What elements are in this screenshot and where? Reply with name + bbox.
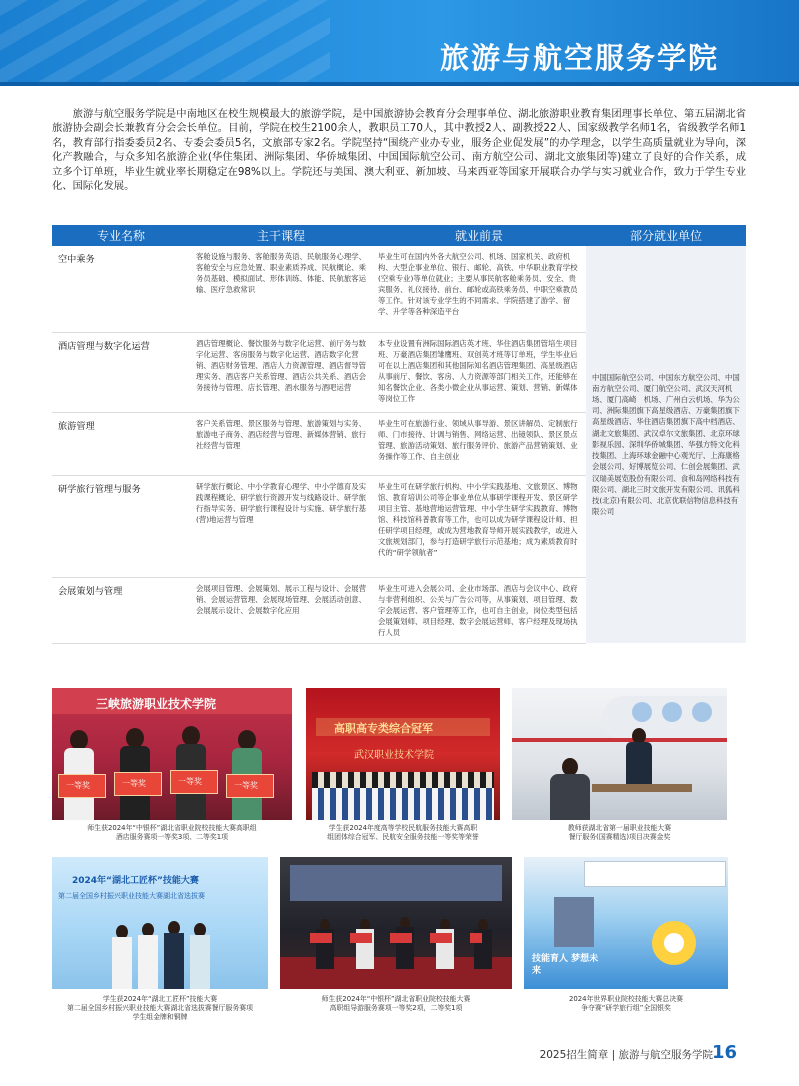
photo-banner-text: 2024年“湖北工匠杯”技能大赛 xyxy=(72,876,199,886)
major-courses: 客户关系管理、景区服务与管理、旅游策划与实务、旅游电子商务、酒店经营与管理、新媒体营销、旅行社经营与管理 xyxy=(190,412,372,475)
major-name: 酒店管理与数字化运营 xyxy=(52,332,190,412)
award-photo-4 xyxy=(52,857,268,989)
photo-caption: 教师获湖北省第一届职业技能大赛 餐厅服务(国赛精选)项目决赛金奖 xyxy=(567,824,672,841)
photo-card-3 xyxy=(512,688,727,848)
intro-paragraph: 旅游与航空服务学院是中南地区在校生规模最大的旅游学院，是中国旅游协会教育分会理事单位、湖北旅游职业教育集团理事长单位、第五届湖北省旅游协会副会长兼教育分会会长单位。目前，学院在校生2100余人，教职员工70人，其中教授2人、副教授22人、国家级教学名师1名，省级教学名师1名，教育部行指委委员2名、专委会委员5名，文旅部专家2名。学院坚持“围绕产业办专业，服务企业促发展”的办学理念，以学生高质量就业为导向，深化产教融合，与众多知名旅游企业(华住集团、洲际集团、华侨城集团、中国国际航空公司、南方航空公司、湖北文旅集团等)建立了良好的合作关系，成立多个订单班，毕业生就业率长期稳定在98%以上。学院还与美国、澳大利亚、新加坡、马来西亚等国家开展联合办学与实习就业合作，致力于学生专业化、国际化发展。 xyxy=(52,108,746,193)
award-board-label: 一等奖 xyxy=(234,781,258,790)
photo-caption: 师生获2024年“中银杯”湖北省职业院校技能大赛高职组 酒店服务赛项一等奖3项、二等奖1项 xyxy=(87,824,257,841)
award-photo-1 xyxy=(52,688,292,820)
photo-caption: 学生获2024年“湖北工匠杯”技能大赛 第二届全国乡村振兴职业技能大赛湖北省选拔赛餐厅服务赛项 学生组金牌和铜牌 xyxy=(66,995,254,1021)
award-photo-6 xyxy=(524,857,728,989)
award-board-label: 一等奖 xyxy=(178,777,202,786)
major-courses: 客舱设施与服务、客舱服务英语、民航服务心理学、客舱安全与应急处置、职业素质养成、民航概论、乘务员基础、模拟面试、形体训练、体能、民航旅客运输、医疗急救常识 xyxy=(190,246,372,332)
award-board-label: 一等奖 xyxy=(122,779,146,788)
employer-list: 中国国际航空公司、中国东方航空公司、中国南方航空公司、厦门航空公司、武汉天河机场、厦门高崎 机场、广州白云机场、华为公司、洲际集团旗下高星级酒店、万豪集团旗下高星级酒店、华住酒店集团旗下高中档酒店、湖北文旅集团、武汉卓尔文旅集团、北京环球影视乐园、深圳华侨城集团、华强方特文化科技集团、上海环球金融中心观光厅、上海康格会展公司、好博展览公司、仁创会展集团、武汉瑞美展览股份有限公司、食和岛网络科技有限公司、湖北三时文旅开发有限公司、讯狐科技(北京)有限公司、北京优联信物信息科技有限公司 xyxy=(586,246,746,643)
header-core-courses: 主干课程 xyxy=(190,225,372,246)
page-number: 16 xyxy=(711,1042,737,1063)
table-header-row xyxy=(52,225,746,246)
photo-card-5 xyxy=(280,857,512,1041)
major-name: 旅游管理 xyxy=(52,412,190,475)
award-board-label: 一等奖 xyxy=(66,781,90,790)
header-major-name: 专业名称 xyxy=(52,225,190,246)
major-courses: 研学旅行概论、中小学教育心理学、中小学德育及实践课程概论、研学旅行资源开发与线路设计、研学旅行指导实务、研学旅行课程设计与实施、研学旅行基(营)地运营与管理 xyxy=(190,475,372,577)
photo-caption: 师生获2024年“中银杯”湖北省职业院校技能大赛 高职组导游服务赛项一等奖2项，二等奖1项 xyxy=(321,995,471,1012)
major-prospects: 毕业生可在旅游行业、领域从事导游、景区讲解员、定制旅行师、门市接待、计调与销售、网络运营、出镜领队、景区景点管理、旅游活动策划、旅行服务评价、旅游产品营销策划、业务操作等工作、自主创业 xyxy=(372,412,586,475)
page-title: 旅游与航空服务学院 xyxy=(439,41,719,75)
major-prospects: 本专业设置有洲际国际酒店英才班、华住酒店集团管培生项目班、万豪酒店集团雏鹰班、双创英才班等订单班，学生毕业后可在以上酒店集团和其他国际知名酒店管理集团、高星级酒店从事前厅、餐饮、客房、人力资源等部门相关工作，还能够在知名餐饮企业、各类小微企业从事运营、策划、营销、新媒体等岗位工作 xyxy=(372,332,586,412)
photo-card-2 xyxy=(306,688,500,848)
major-name: 会展策划与管理 xyxy=(52,577,190,643)
major-courses: 会展项目管理、会展策划、展示工程与设计、会展营销、会展运营管理、会展现场管理、会展活动创意、会展展示设计、会展数字化应用 xyxy=(190,577,372,643)
major-prospects: 毕业生可进入会展公司、企业市场部、酒店与会议中心、政府与非营利组织、公关与广告公司等，从事策划、项目管理、数字会展运营、客户管理等工作，也可自主创业，岗位类型包括会展策划师、项目经理、数字会展运营师、客户经理及现场执行人员 xyxy=(372,577,586,643)
photo-card-4 xyxy=(52,857,268,1041)
photo-caption: 学生获2024年度高等学校民航服务技能大赛高职 组团体综合冠军、民航安全服务技能一等奖等荣誉 xyxy=(327,824,479,841)
header-employers: 部分就业单位 xyxy=(586,225,746,246)
photo-banner-text: 高职高专类综合冠军 xyxy=(334,722,433,735)
header-employment-prospects: 就业前景 xyxy=(372,225,586,246)
photo-slogan: 技能育人 梦想未来 xyxy=(532,954,599,976)
award-photo-5 xyxy=(280,857,512,989)
photo-school-text: 武汉职业技术学院 xyxy=(354,750,434,761)
photo-card-6 xyxy=(524,857,728,1041)
banner-school-name: 三峡旅游职业技术学院 xyxy=(96,697,217,711)
majors-table xyxy=(52,225,746,644)
major-prospects: 毕业生可在国内外各大航空公司、机场、国家机关、政府机构、大型企事业单位、银行、邮轮、高铁、中华职业教育学校(空乘专业)等单位就业；主要从事民航客舱乘务员、安全、贵宾服务、礼仪接待、前台、邮轮或高铁乘务员、中职空乘教员等工作。针对该专业学生的不同需求、学院搭建了游学、留学、升学等各种深造平台 xyxy=(372,246,586,332)
major-name: 空中乘务 xyxy=(52,246,190,332)
photo-caption: 2024年世界职业院校技能大赛总决赛 争夺赛“研学旅行组”全国银奖 xyxy=(568,995,683,1012)
major-courses: 酒店管理概论、餐饮服务与数字化运营、前厅务与数字化运营、客房服务与数字化运营、酒店数字化营销、酒店财务管理、酒店人力资源管理、酒店督导管理实务、酒店客户关系管理、酒店公共关系、酒店会务接待与管理、店长管理、酒水服务与酒吧运营 xyxy=(190,332,372,412)
award-photo-3 xyxy=(512,688,727,820)
photo-card-1 xyxy=(52,688,292,848)
award-photo-2 xyxy=(306,688,500,820)
table-row xyxy=(52,246,746,332)
major-name: 研学旅行管理与服务 xyxy=(52,475,190,577)
photo-banner-text: 第二届全国乡村振兴职业技能大赛湖北省选拔赛 xyxy=(58,892,205,900)
major-prospects: 毕业生可在研学旅行机构、中小学实践基地、文旅景区、博物馆、教育培训公司等企事业单位从事研学课程开发、景区研学项目主管、基地营地运营管理、中小学生研学实践教育、博物馆、科技馆科普教育等工作，也可以成为研学课程设计师、担任研学项目经理，或成为营地教育导师开展实践教学，或进入文旅规划部门，参与打造研学旅行示范基地；成为素质教育时代的“研学领航者” xyxy=(372,475,586,577)
footer-text: 2025招生简章 | 旅游与航空服务学院 xyxy=(539,1049,713,1061)
